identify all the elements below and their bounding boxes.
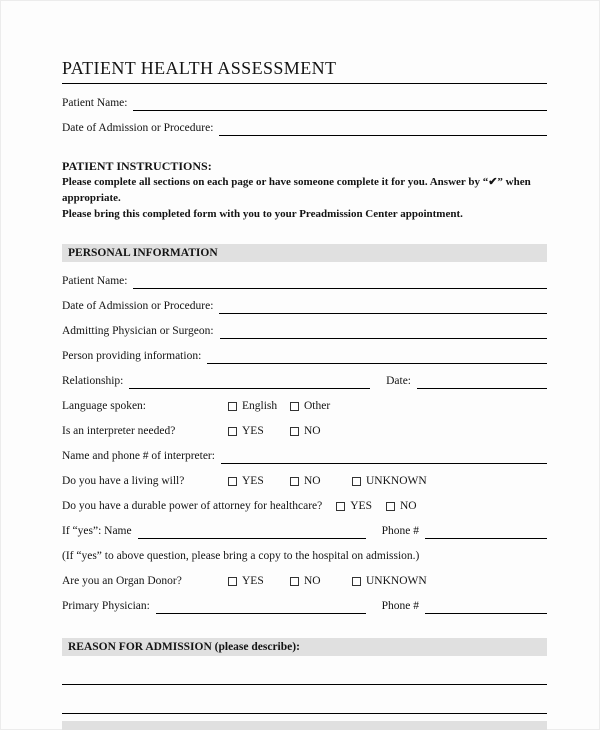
interpreter-no-option bbox=[290, 424, 321, 439]
patient-instructions bbox=[62, 158, 547, 222]
english-label: English bbox=[242, 400, 278, 412]
admission-date-label: Date of Admission or Procedure: bbox=[62, 122, 214, 134]
organ-donor-unknown-checkbox[interactable] bbox=[352, 577, 361, 586]
poa-no-checkbox[interactable] bbox=[386, 502, 395, 511]
bring-copy-note: (If “yes” to above question, please bring a copy to the hospital on admission.) bbox=[62, 550, 420, 562]
interpreter-name-phone-line[interactable] bbox=[221, 450, 547, 464]
language-other-option bbox=[290, 399, 330, 414]
other-label: Other bbox=[304, 400, 331, 412]
patient-name-line[interactable] bbox=[133, 97, 547, 111]
poa-yes-checkbox[interactable] bbox=[336, 502, 345, 511]
patient-name-label: Patient Name: bbox=[62, 97, 128, 109]
organ-donor-label: Are you an Organ Donor? bbox=[62, 575, 182, 587]
patient-name-row bbox=[62, 272, 547, 289]
primary-physician-row bbox=[62, 597, 547, 614]
if-yes-name-phone-row bbox=[62, 522, 547, 539]
relationship-date-row bbox=[62, 372, 547, 389]
admitting-physician-line[interactable] bbox=[220, 325, 547, 339]
poa-yes-option bbox=[336, 499, 372, 514]
person-providing-info-line[interactable] bbox=[207, 350, 547, 364]
no-label: NO bbox=[304, 425, 321, 437]
living-will-row bbox=[62, 472, 547, 489]
interpreter-name-phone-row bbox=[62, 447, 547, 464]
phone-label: Phone # bbox=[381, 525, 419, 537]
patient-name-line[interactable] bbox=[133, 275, 547, 289]
reason-write-in-line-2[interactable] bbox=[62, 713, 547, 714]
yes-label: YES bbox=[242, 425, 264, 437]
admitting-physician-row bbox=[62, 322, 547, 339]
organ-donor-yes-option bbox=[228, 574, 290, 589]
language-options bbox=[228, 399, 547, 414]
if-yes-phone-line[interactable] bbox=[425, 525, 547, 539]
organ-donor-unknown-option bbox=[352, 574, 427, 589]
interpreter-yes-option bbox=[228, 424, 290, 439]
admitting-physician-label: Admitting Physician or Surgeon: bbox=[62, 325, 214, 337]
date-label: Date: bbox=[386, 375, 411, 387]
instructions-heading: PATIENT INSTRUCTIONS: bbox=[62, 159, 212, 173]
relationship-label: Relationship: bbox=[62, 375, 124, 387]
organ-donor-yes-checkbox[interactable] bbox=[228, 577, 237, 586]
title-divider bbox=[62, 83, 547, 84]
power-of-attorney-row bbox=[62, 497, 547, 514]
no-label: NO bbox=[304, 575, 321, 587]
instructions-line-2: Please bring this completed form with you to your Preadmission Center appointment. bbox=[62, 208, 463, 220]
language-spoken-label: Language spoken: bbox=[62, 400, 146, 412]
form-page bbox=[62, 0, 547, 714]
if-yes-name-label: If “yes”: Name bbox=[62, 525, 132, 537]
admission-date-label: Date of Admission or Procedure: bbox=[62, 300, 214, 312]
language-spoken-row bbox=[62, 397, 547, 414]
living-will-label: Do you have a living will? bbox=[62, 475, 185, 487]
other-checkbox[interactable] bbox=[290, 402, 299, 411]
power-of-attorney-options bbox=[322, 499, 547, 514]
personal-information-header: PERSONAL INFORMATION bbox=[62, 244, 547, 262]
power-of-attorney-label: Do you have a durable power of attorney for healthcare? bbox=[62, 500, 323, 512]
interpreter-needed-label: Is an interpreter needed? bbox=[62, 425, 176, 437]
living-will-yes-checkbox[interactable] bbox=[228, 477, 237, 486]
english-checkbox[interactable] bbox=[228, 402, 237, 411]
living-will-no-checkbox[interactable] bbox=[290, 477, 299, 486]
instructions-line-1: Please complete all sections on each page or have someone complete it for you. Answer by “✔” when appropriate. bbox=[62, 176, 531, 204]
organ-donor-row bbox=[62, 572, 547, 589]
admission-date-row-top bbox=[62, 119, 547, 136]
primary-physician-phone-line[interactable] bbox=[425, 600, 547, 614]
living-will-options bbox=[228, 474, 547, 489]
yes-label: YES bbox=[242, 575, 264, 587]
interpreter-yes-checkbox[interactable] bbox=[228, 427, 237, 436]
living-will-unknown-checkbox[interactable] bbox=[352, 477, 361, 486]
relationship-line[interactable] bbox=[129, 375, 370, 389]
person-providing-info-row bbox=[62, 347, 547, 364]
person-providing-info-label: Person providing information: bbox=[62, 350, 202, 362]
living-will-yes-option bbox=[228, 474, 290, 489]
yes-label: YES bbox=[242, 475, 264, 487]
form-title: PATIENT HEALTH ASSESSMENT bbox=[62, 58, 337, 78]
no-label: NO bbox=[304, 475, 321, 487]
next-section-bar-partial bbox=[62, 721, 547, 730]
phone-label: Phone # bbox=[381, 600, 419, 612]
organ-donor-options bbox=[228, 574, 547, 589]
interpreter-options bbox=[228, 424, 547, 439]
unknown-label: UNKNOWN bbox=[366, 575, 427, 587]
living-will-unknown-option bbox=[352, 474, 427, 489]
admission-date-line[interactable] bbox=[219, 300, 547, 314]
organ-donor-no-checkbox[interactable] bbox=[290, 577, 299, 586]
date-line[interactable] bbox=[417, 375, 547, 389]
language-english-option bbox=[228, 399, 290, 414]
reason-write-in-line-1[interactable] bbox=[62, 684, 547, 685]
reason-for-admission-header: REASON FOR ADMISSION (please describe): bbox=[62, 638, 547, 656]
no-label: NO bbox=[399, 500, 417, 512]
unknown-label: UNKNOWN bbox=[366, 475, 427, 487]
interpreter-no-checkbox[interactable] bbox=[290, 427, 299, 436]
patient-name-row-top bbox=[62, 94, 547, 111]
primary-physician-label: Primary Physician: bbox=[62, 600, 150, 612]
living-will-no-option bbox=[290, 474, 352, 489]
primary-physician-line[interactable] bbox=[156, 600, 366, 614]
poa-no-option bbox=[386, 499, 417, 514]
organ-donor-no-option bbox=[290, 574, 352, 589]
admission-date-row bbox=[62, 297, 547, 314]
interpreter-name-phone-label: Name and phone # of interpreter: bbox=[62, 450, 215, 462]
bring-copy-note-row bbox=[62, 547, 547, 564]
patient-name-label: Patient Name: bbox=[62, 275, 128, 287]
yes-label: YES bbox=[350, 500, 372, 512]
admission-date-line[interactable] bbox=[219, 122, 547, 136]
if-yes-name-line[interactable] bbox=[138, 525, 366, 539]
interpreter-needed-row bbox=[62, 422, 547, 439]
